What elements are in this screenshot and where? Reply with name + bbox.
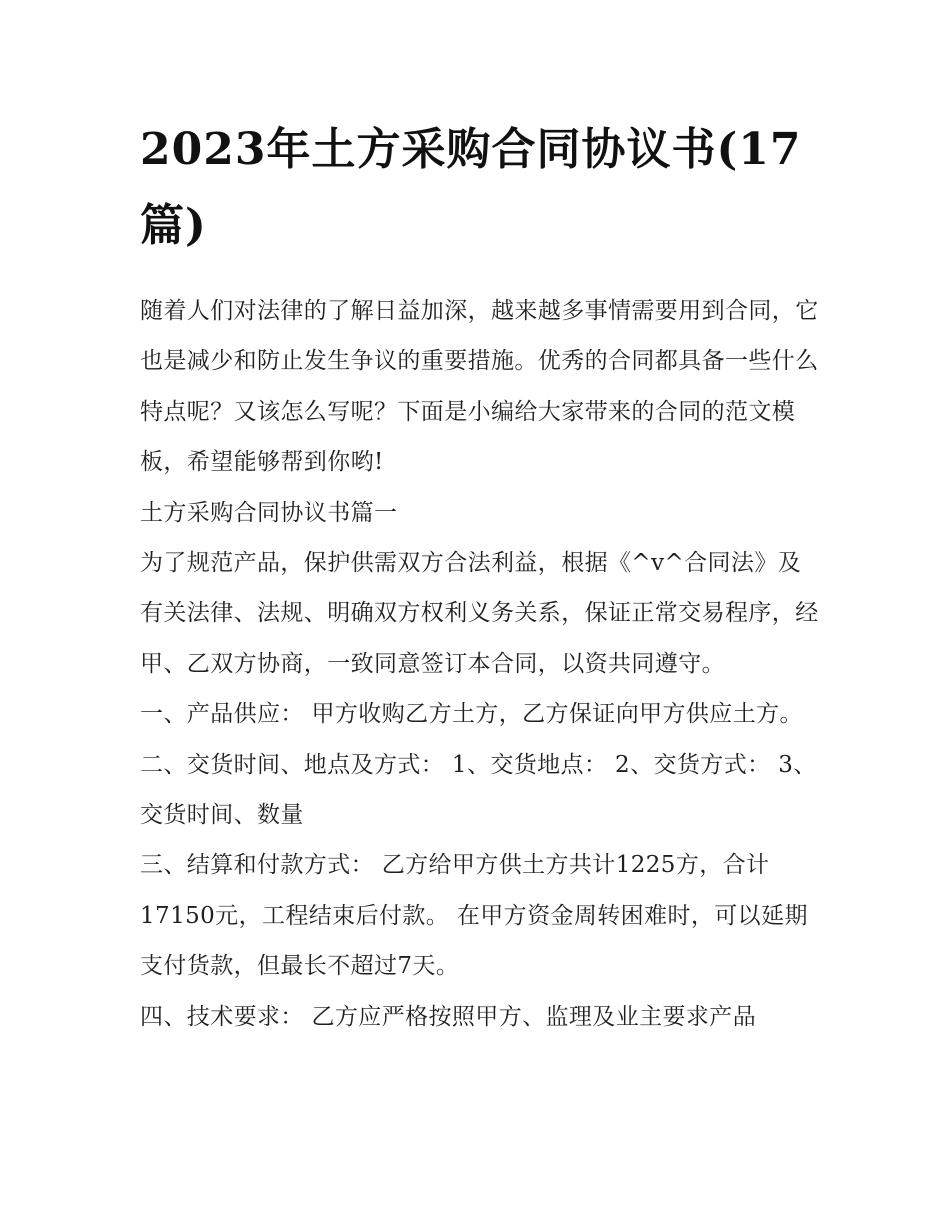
clause-technical: 四、技术要求： 乙方应严格按照甲方、监理及业主要求产品 bbox=[140, 1003, 757, 1030]
clause-supply-delivery: 一、产品供应： 甲方收购乙方土方，乙方保证向甲方供应土方。 二、交货时间、地点及方式： 1、交货地点： 2、交货方式： 3、交货时间、数量 bbox=[140, 701, 817, 829]
section-heading: 土方采购合同协议书篇一 bbox=[140, 499, 398, 526]
clause-settlement: 三、结算和付款方式： 乙方给甲方供土方共计1225方，合计17150元，工程结束后付款。 在甲方资金周转困难时，可以延期支付货款，但最长不超过7天。 bbox=[140, 852, 808, 980]
document-page bbox=[140, 112, 820, 1042]
document-title: 2023年土方采购合同协议书(17篇) bbox=[140, 124, 802, 251]
preamble-paragraph: 为了规范产品，保护供需双方合法利益，根据《^v^合同法》及有关法律、法规、明确双方权利义务关系，保证正常交易程序，经甲、乙双方协商，一致同意签订本合同，以资共同遵守。 bbox=[140, 550, 819, 677]
intro-paragraph: 随着人们对法律的了解日益加深，越来越多事情需要用到合同，它也是减少和防止发生争议的重要措施。优秀的合同都具备一些什么特点呢？又该怎么写呢？下面是小编给大家带来的合同的范文模板，希望能够帮到你哟! bbox=[140, 298, 819, 476]
